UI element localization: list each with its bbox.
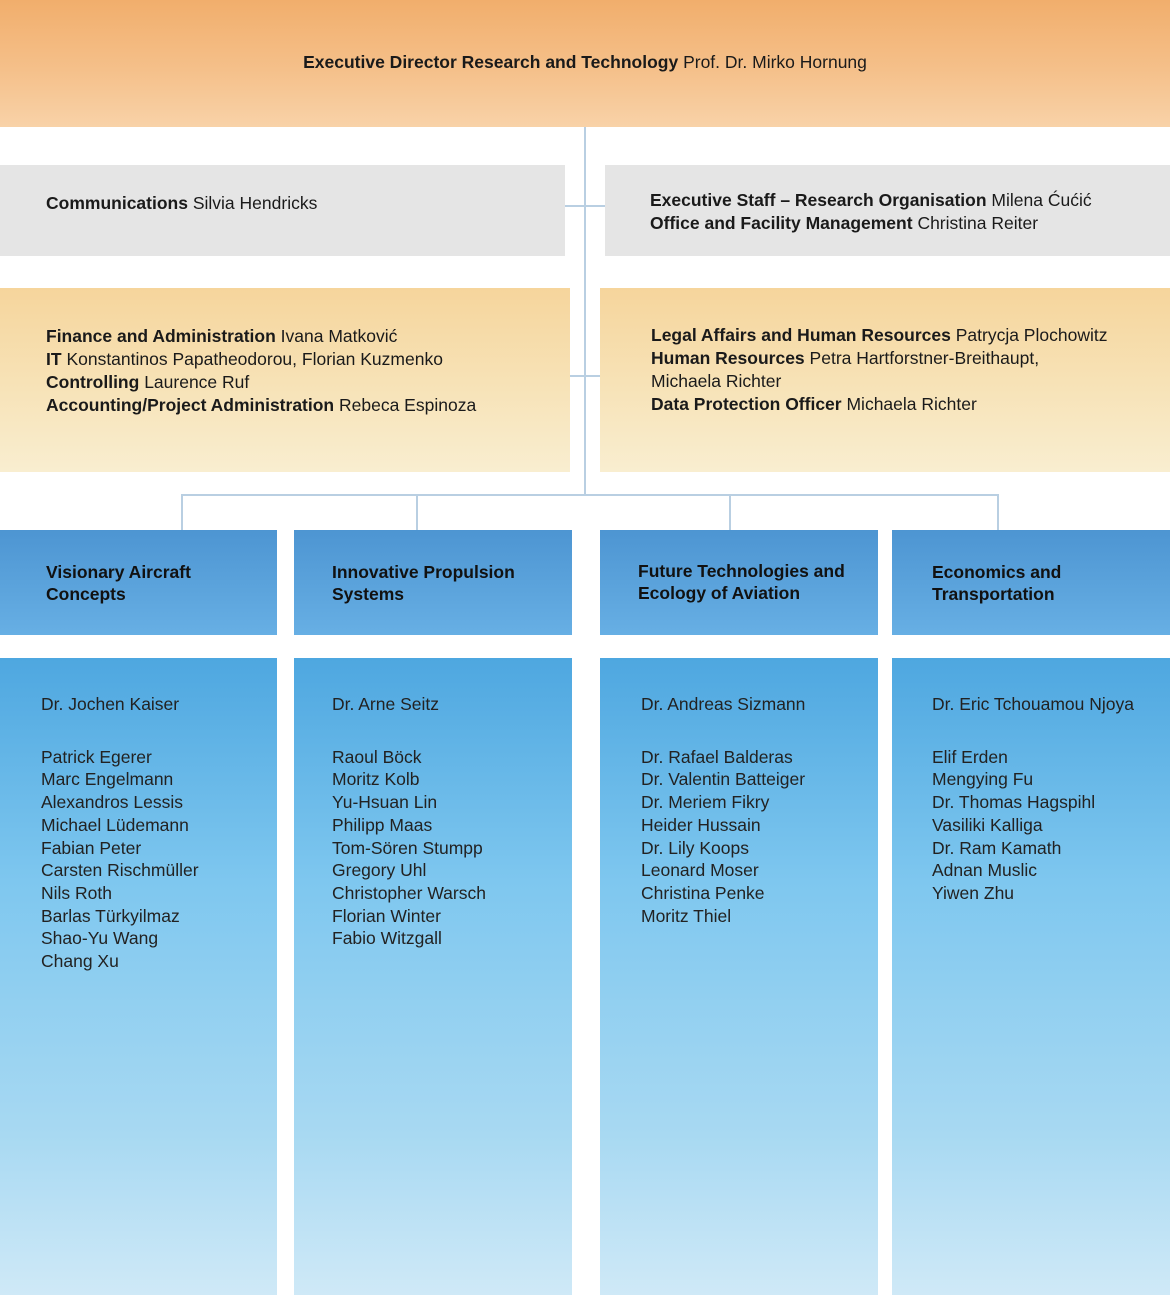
- member: Dr. Ram Kamath: [932, 837, 1062, 858]
- connector-comms: [565, 205, 605, 207]
- dpo-role: Data Protection Officer: [651, 394, 842, 414]
- department-title: Systems: [332, 584, 404, 604]
- department-members-economics-transportation: [892, 658, 1170, 1295]
- member: Dr. Lily Koops: [641, 837, 749, 858]
- department-title: Transportation: [932, 584, 1055, 604]
- department-title: Ecology of Aviation: [638, 583, 801, 603]
- member: Elif Erden: [932, 746, 1008, 767]
- hr-row-continued: [651, 370, 1107, 393]
- staff-name: Christina Reiter: [917, 213, 1039, 233]
- hr-row: [651, 347, 1107, 370]
- member: Barlas Türkyilmaz: [41, 905, 180, 926]
- staff-role: Office and Facility Management: [650, 213, 913, 233]
- member-list: [932, 746, 1170, 905]
- member: Dr. Thomas Hagspihl: [932, 792, 1096, 813]
- department-head: Dr. Jochen Kaiser: [41, 694, 180, 714]
- member: Christopher Warsch: [332, 882, 486, 903]
- hr-role: Human Resources: [651, 348, 805, 368]
- finance-name: Laurence Ruf: [144, 372, 250, 392]
- department-title: Future Technologies and: [638, 561, 845, 581]
- communications-role: Communications: [46, 193, 188, 213]
- member: Leonard Moser: [641, 860, 759, 881]
- finance-name: Konstantinos Papatheodorou, Florian Kuzmenko: [66, 349, 443, 369]
- finance-box: [0, 288, 570, 472]
- member: Gregory Uhl: [332, 860, 427, 881]
- department-members-visionary-aircraft: [0, 658, 277, 1295]
- member: Philipp Maas: [332, 814, 433, 835]
- finance-row: [46, 348, 476, 371]
- member: Fabio Witzgall: [332, 928, 442, 949]
- finance-list: [46, 325, 476, 417]
- member: Dr. Valentin Batteiger: [641, 769, 806, 790]
- member: Dr. Meriem Fikry: [641, 792, 770, 813]
- department-members-future-technologies: [600, 658, 878, 1295]
- finance-role: Controlling: [46, 372, 140, 392]
- member-list: [641, 746, 878, 928]
- department-title: Economics and: [932, 562, 1062, 582]
- member: Chang Xu: [41, 951, 119, 972]
- member: Heider Hussain: [641, 814, 761, 835]
- executive-label: [0, 52, 1170, 73]
- member: Dr. Rafael Balderas: [641, 746, 793, 767]
- member: Mengying Fu: [932, 769, 1034, 790]
- department-header-economics-transportation: [892, 530, 1170, 635]
- member: Moritz Kolb: [332, 769, 420, 790]
- dpo-row: [651, 393, 1107, 416]
- department-header-visionary-aircraft: [0, 530, 277, 635]
- member: Alexandros Lessis: [41, 792, 184, 813]
- hr-name-continued: Michaela Richter: [651, 371, 782, 391]
- member: Florian Winter: [332, 905, 441, 926]
- department-title: Innovative Propulsion: [332, 562, 515, 582]
- department-head: Dr. Andreas Sizmann: [641, 694, 806, 714]
- department-members-innovative-propulsion: [294, 658, 572, 1295]
- member: Christina Penke: [641, 882, 765, 903]
- legal-row: [651, 324, 1107, 347]
- member: Shao-Yu Wang: [41, 928, 159, 949]
- legal-name: Patrycja Plochowitz: [955, 325, 1108, 345]
- dpo-name: Michaela Richter: [846, 394, 977, 414]
- department-title: Visionary Aircraft: [46, 562, 191, 582]
- connector-horizontal-departments: [181, 494, 999, 496]
- member: Michael Lüdemann: [41, 814, 189, 835]
- member: Raoul Böck: [332, 746, 422, 767]
- staff-list: [650, 189, 1092, 235]
- staff-row: [650, 189, 1092, 212]
- connector-dept-2: [416, 494, 418, 530]
- member: Tom-Sören Stumpp: [332, 837, 483, 858]
- finance-row: [46, 371, 476, 394]
- legal-list: [651, 324, 1107, 416]
- member: Yu-Hsuan Lin: [332, 792, 438, 813]
- executive-role: Executive Director Research and Technology: [303, 52, 679, 72]
- staff-name: Milena Ćućić: [991, 190, 1092, 210]
- finance-role: Accounting/Project Administration: [46, 395, 335, 415]
- communications-name: Silvia Hendricks: [192, 193, 318, 213]
- hr-name: Petra Hartforstner-Breithaupt,: [809, 348, 1040, 368]
- member: Vasiliki Kalliga: [932, 814, 1043, 835]
- connector-vertical-main: [584, 127, 586, 496]
- department-header-innovative-propulsion: [294, 530, 572, 635]
- finance-role: Finance and Administration: [46, 326, 276, 346]
- finance-row: [46, 394, 476, 417]
- legal-box: [600, 288, 1170, 472]
- member-list: [332, 746, 572, 950]
- connector-dept-1: [181, 494, 183, 530]
- department-head: Dr. Arne Seitz: [332, 694, 439, 714]
- department-head: Dr. Eric Tchouamou Njoya: [932, 694, 1134, 714]
- connector-dept-4: [997, 494, 999, 530]
- finance-name: Ivana Matković: [280, 326, 398, 346]
- legal-role: Legal Affairs and Human Resources: [651, 325, 951, 345]
- member: Carsten Rischmüller: [41, 860, 199, 881]
- connector-admin: [570, 375, 600, 377]
- communications-line: [46, 192, 317, 215]
- department-title: Concepts: [46, 584, 126, 604]
- staff-role: Executive Staff – Research Organisation: [650, 190, 987, 210]
- member: Nils Roth: [41, 882, 112, 903]
- member: Adnan Muslic: [932, 860, 1038, 881]
- executive-name: Prof. Dr. Mirko Hornung: [683, 52, 867, 72]
- member: Patrick Egerer: [41, 746, 152, 767]
- staff-box: [605, 165, 1170, 256]
- connector-dept-3: [729, 494, 731, 530]
- member: Marc Engelmann: [41, 769, 174, 790]
- finance-name: Rebeca Espinoza: [339, 395, 477, 415]
- staff-row: [650, 212, 1092, 235]
- member: Fabian Peter: [41, 837, 142, 858]
- department-header-future-technologies: [600, 530, 878, 635]
- finance-row: [46, 325, 476, 348]
- finance-role: IT: [46, 349, 62, 369]
- communications-box: [0, 165, 565, 256]
- member-list: [41, 746, 277, 973]
- member: Moritz Thiel: [641, 905, 732, 926]
- member: Yiwen Zhu: [932, 882, 1015, 903]
